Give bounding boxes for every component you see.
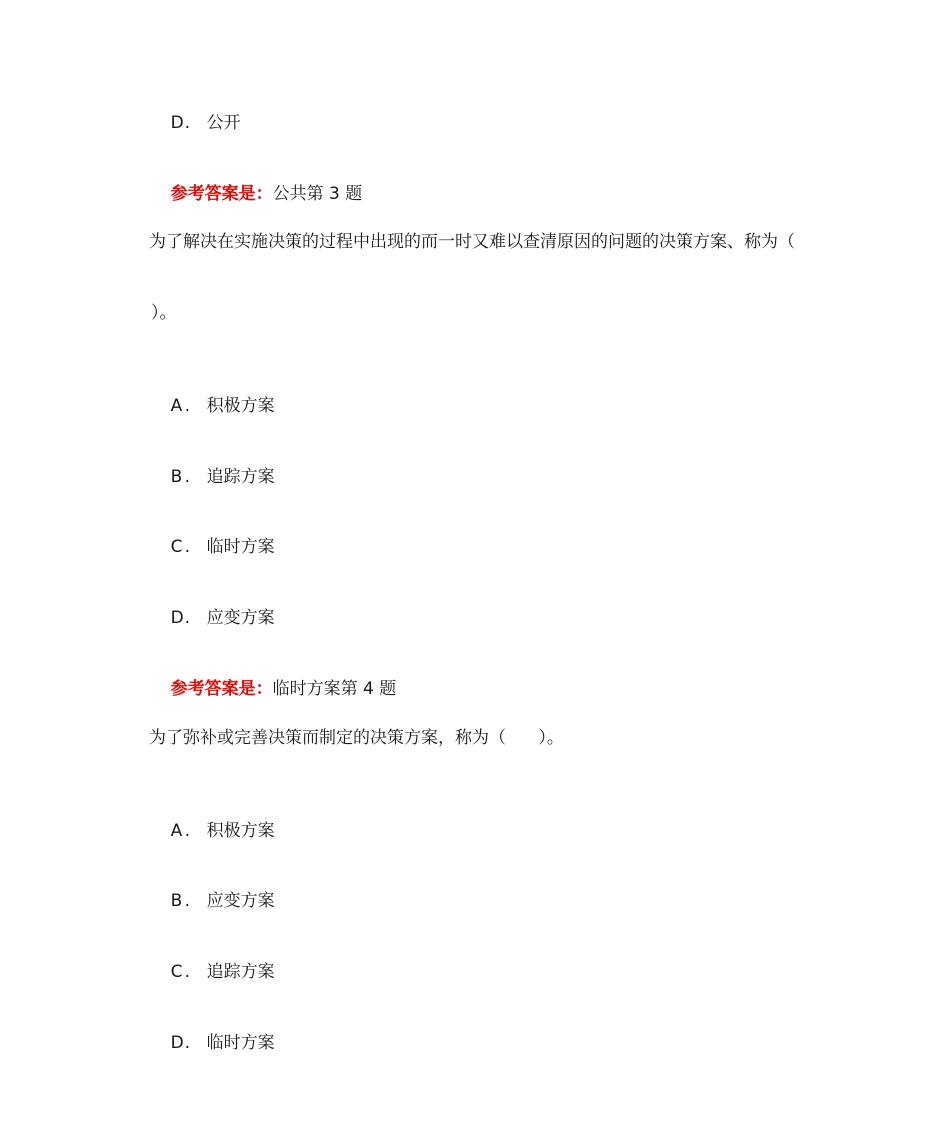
option-text: 积极方案 <box>206 821 275 841</box>
option-dot: . <box>184 537 191 557</box>
answer-text: 公共第 3 题 <box>272 184 363 204</box>
option-dot: . <box>184 467 191 487</box>
answer-label: 参考答案是： <box>170 184 273 204</box>
option-letter: D <box>170 608 184 628</box>
option-letter: B <box>170 467 183 487</box>
question-text-line-1: 为了弥补或完善决策而制定的决策方案，称为（ ）。 <box>149 728 564 748</box>
option-letter: B <box>170 891 183 911</box>
option-letter: A <box>170 821 183 841</box>
option-dot: . <box>184 396 191 416</box>
option-text: 应变方案 <box>206 891 275 911</box>
option-d <box>149 585 275 651</box>
option-text: 临时方案 <box>206 537 275 557</box>
option-dot: . <box>184 962 191 982</box>
answer-line <box>149 161 362 227</box>
option-dot: . <box>184 113 191 133</box>
option-a <box>149 373 275 439</box>
option-dot: . <box>184 891 191 911</box>
question-text-line-2: ）。 <box>151 303 177 323</box>
option-letter: D <box>170 1033 184 1053</box>
option-dot: . <box>184 608 191 628</box>
option-a <box>149 798 275 864</box>
option-text: 公开 <box>206 113 241 133</box>
option-b <box>149 868 275 934</box>
option-letter: C <box>170 537 183 557</box>
option-c <box>149 514 275 580</box>
answer-line <box>149 656 396 722</box>
option-letter: A <box>170 396 183 416</box>
option-text: 应变方案 <box>206 608 275 628</box>
option-letter: D <box>170 113 184 133</box>
answer-label: 参考答案是： <box>170 679 273 699</box>
option-dot: . <box>184 1033 191 1053</box>
option-dot: . <box>184 821 191 841</box>
option-c <box>149 939 275 1005</box>
option-d <box>149 90 241 156</box>
option-text: 追踪方案 <box>206 467 275 487</box>
option-b <box>149 444 275 510</box>
option-d <box>149 1010 275 1076</box>
option-text: 追踪方案 <box>206 962 275 982</box>
option-text: 临时方案 <box>206 1033 275 1053</box>
option-letter: C <box>170 962 183 982</box>
option-text: 积极方案 <box>206 396 275 416</box>
answer-text: 临时方案第 4 题 <box>272 679 397 699</box>
question-text-line-1: 为了解决在实施决策的过程中出现的而一时又难以查清原因的问题的决策方案、称为（ <box>149 232 795 252</box>
